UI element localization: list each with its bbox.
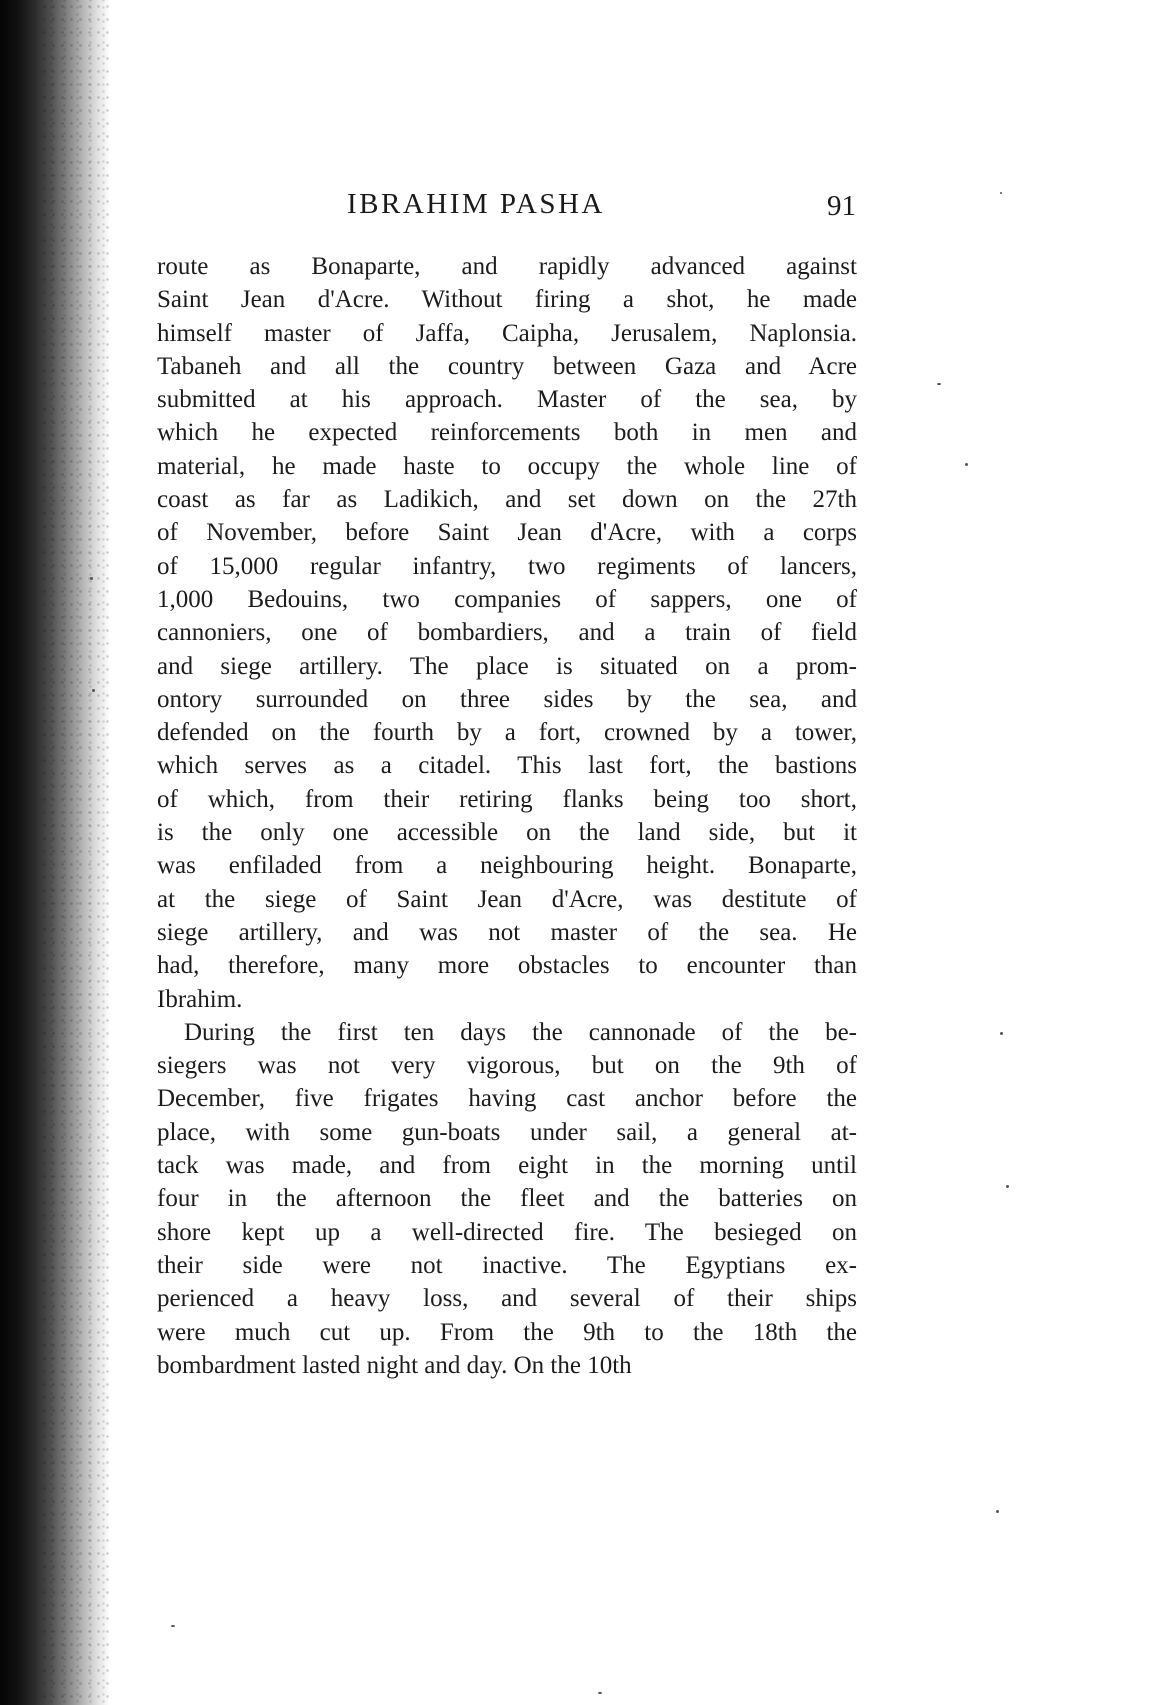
text-line: siege artillery, and was not master of the sea. He xyxy=(157,918,857,946)
book-page xyxy=(157,188,857,1382)
text-line: siegers was not very vigorous, but on the 9th of xyxy=(157,1052,857,1080)
text-line: defended on the fourth by a fort, crowned by a tower, xyxy=(157,719,857,747)
text-line: material, he made haste to occupy the whole line of xyxy=(157,452,857,480)
text-line: coast as far as Ladikich, and set down on the 27th xyxy=(157,486,857,514)
text-line: shore kept up a well-directed fire. The besieged on xyxy=(157,1218,857,1246)
body-text xyxy=(157,250,857,1382)
binding-texture xyxy=(40,0,110,1705)
paragraph xyxy=(157,250,857,1016)
text-line: is the only one accessible on the land side, but it xyxy=(157,819,857,847)
text-line: Saint Jean d'Acre. Without firing a shot, he made xyxy=(157,286,857,314)
text-line: of 15,000 regular infantry, two regiments of lancers, xyxy=(157,552,857,580)
text-line: four in the afternoon the fleet and the batteries on xyxy=(157,1185,857,1213)
text-line: which serves as a citadel. This last fort, the bastions xyxy=(157,752,857,780)
running-title: IBRAHIM PASHA xyxy=(347,188,605,220)
text-line: Tabaneh and all the country between Gaza and Acre xyxy=(157,352,857,380)
running-header xyxy=(157,188,857,228)
text-line: of which, from their retiring flanks being too short, xyxy=(157,785,857,813)
text-line: cannoniers, one of bombardiers, and a train of field xyxy=(157,619,857,647)
text-line: himself master of Jaffa, Caipha, Jerusalem, Naplonsia. xyxy=(157,319,857,347)
text-line: tack was made, and from eight in the morning until xyxy=(157,1152,857,1180)
text-line: which he expected reinforcements both in men and xyxy=(157,419,857,447)
text-line: ontory surrounded on three sides by the sea, and xyxy=(157,685,857,713)
text-line: their side were not inactive. The Egyptians ex- xyxy=(157,1251,857,1279)
paragraph xyxy=(157,1016,857,1382)
text-line: at the siege of Saint Jean d'Acre, was destitute of xyxy=(157,885,857,913)
text-line: had, therefore, many more obstacles to encounter than xyxy=(157,952,857,980)
text-line: During the first ten days the cannonade of the be- xyxy=(184,1018,857,1046)
text-line: and siege artillery. The place is situated on a prom- xyxy=(157,652,857,680)
page-number: 91 xyxy=(827,190,856,222)
text-line: route as Bonaparte, and rapidly advanced against xyxy=(157,253,857,280)
text-line: perienced a heavy loss, and several of their ships xyxy=(157,1285,857,1313)
text-line: bombardment lasted night and day. On the 10th xyxy=(157,1351,632,1379)
text-line: submitted at his approach. Master of the sea, by xyxy=(157,386,857,414)
text-line: 1,000 Bedouins, two companies of sappers, one of xyxy=(157,585,857,613)
text-line: Ibrahim. xyxy=(157,985,243,1013)
text-line: place, with some gun-boats under sail, a general at- xyxy=(157,1118,857,1146)
text-line: was enfiladed from a neighbouring height. Bonaparte, xyxy=(157,852,857,880)
text-line: of November, before Saint Jean d'Acre, with a corps xyxy=(157,519,857,547)
text-line: were much cut up. From the 9th to the 18th the xyxy=(157,1318,857,1346)
text-line: December, five frigates having cast anchor before the xyxy=(157,1085,857,1113)
